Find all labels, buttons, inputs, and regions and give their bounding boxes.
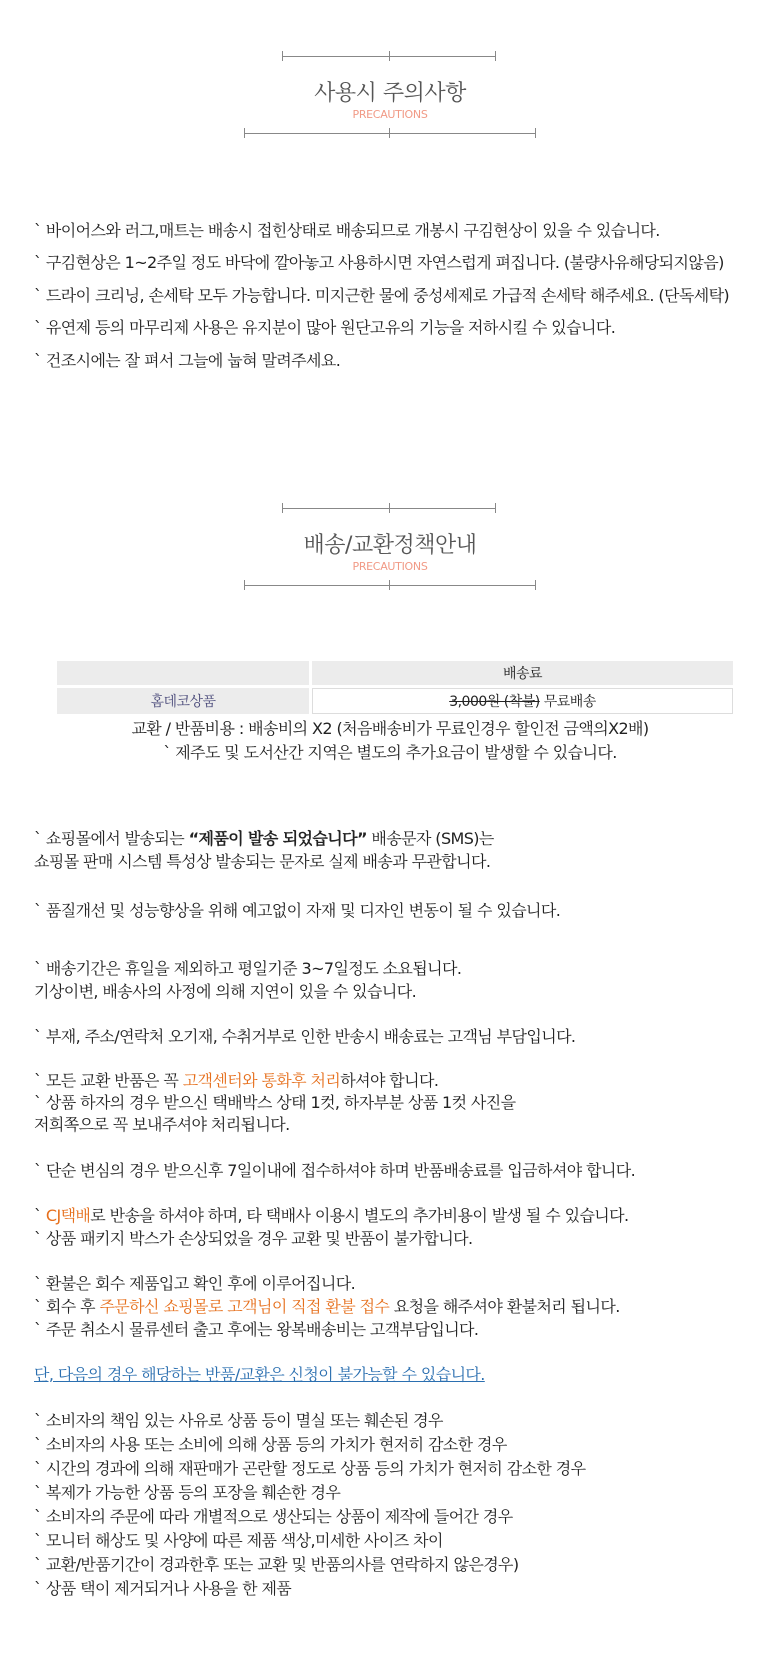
- cancel-note: ` 주문 취소시 물류센터 출고 후에는 왕복배송비는 고객부담입니다.: [34, 1320, 479, 1339]
- package-note: ` 상품 패키지 박스가 손상되었을 경우 교환 및 반품이 불가합니다.: [34, 1229, 473, 1248]
- refund-note: ` 환불은 회수 제품입고 확인 후에 이루어집니다.: [34, 1274, 356, 1293]
- exchange-note-a: ` 모든 교환 반품은 꼭: [34, 1071, 183, 1090]
- sms-note-2: 쇼핑몰 판매 시스템 특성상 발송되는 문자로 실제 배송과 무관합니다.: [34, 852, 491, 871]
- exception-item: ` 상품 택이 제거되거나 사용을 한 제품: [34, 1579, 292, 1598]
- exception-item: ` 교환/반품기간이 경과한후 또는 교환 및 반품의사를 연락하지 않은경우): [34, 1555, 519, 1574]
- sms-note-quote: “제품이 발송 되었습니다”: [188, 829, 367, 848]
- refund-request-note: [34, 1294, 620, 1317]
- cj-note-highlight: CJ택배: [45, 1206, 91, 1225]
- new-fee: 무료배송: [543, 694, 596, 710]
- exception-item: ` 소비자의 사용 또는 소비에 의해 상품 등의 가치가 현저히 감소한 경우: [34, 1435, 507, 1454]
- return-cost-note: ` 부재, 주소/연락처 오기재, 수취거부로 인한 반송시 배송료는 고객님 부담입니다.: [34, 1027, 576, 1046]
- defect-note-2: 저희쪽으로 꼭 보내주셔야 처리됩니다.: [34, 1115, 290, 1134]
- precaution-line: ` 유연제 등의 마무리제 사용은 유지분이 많아 원단고유의 기능을 저하시킬 수 있습니다.: [34, 318, 616, 337]
- delivery-delay: 기상이변, 배송사의 사정에 의해 지연이 있을 수 있습니다.: [34, 982, 417, 1001]
- old-fee: 3,000원 (착불): [449, 694, 540, 710]
- table-cell-fee: [312, 688, 733, 714]
- refund-note-a: ` 회수 후: [34, 1297, 100, 1316]
- cj-courier-note: [34, 1203, 629, 1226]
- table-cell-empty: [57, 661, 309, 685]
- defect-note: ` 상품 하자의 경우 받으신 택배박스 상태 1컷, 하자부분 상품 1컷 사진을: [34, 1093, 516, 1112]
- exchange-note: [34, 1068, 438, 1091]
- exception-item: ` 복제가 가능한 상품 등의 포장을 훼손한 경우: [34, 1483, 341, 1502]
- delivery-period: ` 배송기간은 휴일을 제외하고 평일기준 3~7일정도 소요됩니다.: [34, 959, 462, 978]
- section1-subtitle: PRECAUTIONS: [352, 108, 428, 121]
- precaution-line: ` 건조시에는 잘 펴서 그늘에 눕혀 말려주세요.: [34, 351, 341, 370]
- table-row: [57, 661, 733, 685]
- exception-item: ` 소비자의 주문에 따라 개별적으로 생산되는 상품이 제작에 들어간 경우: [34, 1507, 513, 1526]
- return-fee-note: 교환 / 반품비용 : 배송비의 X2 (처음배송비가 무료인경우 할인전 금액의X2배): [131, 719, 649, 738]
- precaution-line: ` 드라이 크리닝, 손세탁 모두 가능합니다. 미지근한 물에 중성세제로 가급적 손세탁 해주세요. (단독세탁): [34, 286, 730, 305]
- shipping-fee-table: [54, 658, 736, 717]
- section2-title: 배송/교환정책안내: [303, 533, 477, 558]
- exchange-note-highlight: 고객센터와 통화후 처리: [182, 1071, 341, 1090]
- exception-item: ` 모니터 해상도 및 사양에 따른 제품 색상,미세한 사이즈 차이: [34, 1531, 443, 1550]
- cj-note-c: 로 반송을 하셔야 하며, 타 택배사 이용시 별도의 추가비용이 발생 될 수 있습니다.: [90, 1206, 629, 1225]
- precaution-line: ` 구김현상은 1~2주일 정도 바닥에 깔아놓고 사용하시면 자연스럽게 펴집니다. (불량사유해당되지않음): [34, 253, 724, 272]
- exchange-note-c: 하셔야 합니다.: [340, 1071, 439, 1090]
- precaution-line: ` 바이어스와 러그,매트는 배송시 접힌상태로 배송되므로 개봉시 구김현상이 있을 수 있습니다.: [34, 221, 660, 240]
- cj-note-a: `: [34, 1206, 46, 1225]
- sms-note-c: 배송문자 (SMS)는: [366, 829, 494, 848]
- island-fee-note: ` 제주도 및 도서산간 지역은 별도의 추가요금이 발생할 수 있습니다.: [163, 743, 617, 762]
- change-of-mind-note: ` 단순 변심의 경우 받으신후 7일이내에 접수하셔야 하며 반품배송료를 입금하셔야 합니다.: [34, 1161, 636, 1180]
- exception-item: ` 시간의 경과에 의해 재판매가 곤란할 정도로 상품 등의 가치가 현저히 감소한 경우: [34, 1459, 586, 1478]
- exception-notice: 단, 다음의 경우 해당하는 반품/교환은 신청이 불가능할 수 있습니다.: [34, 1365, 485, 1384]
- exception-item: ` 소비자의 책임 있는 사유로 상품 등이 멸실 또는 훼손된 경우: [34, 1411, 443, 1430]
- section1-title: 사용시 주의사항: [314, 81, 466, 106]
- refund-note-highlight: 주문하신 쇼핑몰로 고객님이 직접 환불 접수: [99, 1297, 390, 1316]
- sms-note: [34, 826, 494, 849]
- quality-note: ` 품질개선 및 성능향상을 위해 예고없이 자재 및 디자인 변동이 될 수 있습니다.: [34, 901, 561, 920]
- refund-note-c: 요청을 해주셔야 환불처리 됩니다.: [389, 1297, 620, 1316]
- sms-note-a: ` 쇼핑몰에서 발송되는: [34, 829, 189, 848]
- table-row: [57, 688, 733, 714]
- table-cell-product: 홈데코상품: [57, 688, 309, 714]
- section2-subtitle: PRECAUTIONS: [352, 560, 428, 573]
- table-header-fee: 배송료: [312, 661, 733, 685]
